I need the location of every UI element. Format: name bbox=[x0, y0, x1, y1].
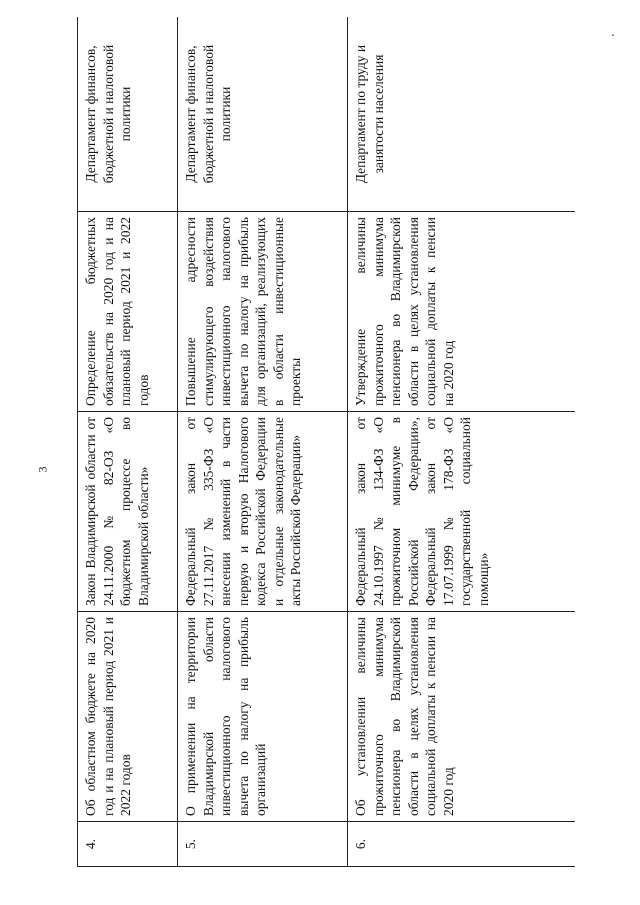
table-rotation-frame bbox=[77, 17, 575, 867]
legal-basis-cell: Федеральный закон от 27.11.2017 № 335-ФЗ «О внесении изменений в части первую и вторую Налогового кодекса Российской Федерации и отдельные законодательные акты Российской Федерации» bbox=[178, 412, 348, 612]
legislation-plan-table bbox=[77, 17, 575, 867]
scan-speck bbox=[612, 34, 614, 36]
page-number: 3 bbox=[35, 466, 50, 473]
row-number: 4. bbox=[78, 822, 178, 867]
legal-basis-cell: Закон Владимирской области от 24.11.2000 № 82-ОЗ «О бюджетном процессе во Владимирской области» bbox=[78, 412, 178, 612]
row-number: 5. bbox=[178, 822, 348, 867]
responsible-department-cell: Департамент финансов, бюджетной и налоговой политики bbox=[178, 17, 348, 212]
table-row bbox=[348, 17, 576, 867]
purpose-cell: Повышение адресности стимулирующего воздействия инвестиционного налогового вычета по налогу на прибыль для организаций, реализующих в области инвестиционные проекты bbox=[178, 212, 348, 412]
table-row bbox=[78, 17, 178, 867]
draft-title-cell: Об установлении величины прожиточного минимума пенсионера во Владимирской области в целях установления социальной доплаты к пенсии на 2020 год bbox=[348, 612, 576, 822]
table-row bbox=[178, 17, 348, 867]
responsible-department-cell: Департамент по труду и занятости населения bbox=[348, 17, 576, 212]
row-number: 6. bbox=[348, 822, 576, 867]
purpose-cell: Определение бюджетных обязательств на 2020 год и на плановый период 2021 и 2022 годов bbox=[78, 212, 178, 412]
legal-basis-cell: Федеральный закон от 24.10.1997 № 134-ФЗ «О прожиточном минимуме в Российской Федерации», Федеральный закон от 17.07.1999 № 178-ФЗ «О государственной социальной помощи» bbox=[348, 412, 576, 612]
purpose-cell: Утверждение величины прожиточного минимума пенсионера во Владимирской области в целях установления социальной доплаты к пенсии на 2020 год bbox=[348, 212, 576, 412]
draft-title-cell: О применении на территории Владимирской области инвестиционного налогового вычета по налогу на прибыль организаций bbox=[178, 612, 348, 822]
responsible-department-cell: Департамент финансов, бюджетной и налоговой политики bbox=[78, 17, 178, 212]
draft-title-cell: Об областном бюджете на 2020 год и на плановый период 2021 и 2022 годов bbox=[78, 612, 178, 822]
